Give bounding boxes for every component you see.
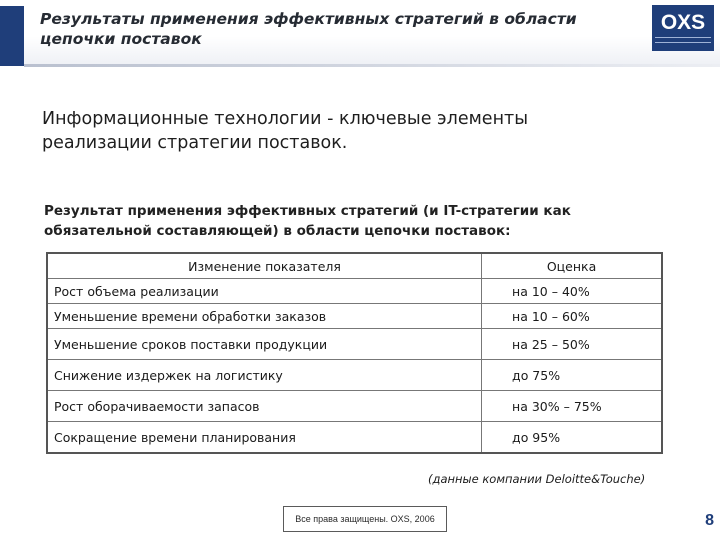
- header-accent-bar: [0, 6, 24, 66]
- indicator-cell: Уменьшение времени обработки заказов: [47, 304, 482, 329]
- table-row: [47, 422, 662, 454]
- indicator-cell: Рост оборачиваемости запасов: [47, 391, 482, 422]
- table-row: [47, 360, 662, 391]
- estimate-cell: на 10 – 60%: [482, 304, 662, 329]
- table-row: [47, 304, 662, 329]
- intro-text: Результат применения эффективных стратегий (и IT-стратегии как обязательной составляющей) в области цепочки поставок:: [44, 203, 571, 239]
- footer-copyright-box: [283, 506, 447, 532]
- results-table: [46, 252, 663, 454]
- logo-underline: [655, 37, 711, 43]
- estimate-cell: на 30% – 75%: [482, 391, 662, 422]
- estimate-cell: до 95%: [482, 422, 662, 454]
- table-row: [47, 329, 662, 360]
- source-note: (данные компании Deloitte&Touche): [428, 472, 646, 486]
- footer-copyright: Все права защищены. OXS, 2006: [295, 514, 435, 524]
- estimate-cell: до 75%: [482, 360, 662, 391]
- table-row: [47, 391, 662, 422]
- column-header-indicator: Изменение показателя: [47, 253, 482, 279]
- page-number: 8: [705, 512, 714, 529]
- logo-text: OXS: [660, 11, 706, 34]
- indicator-cell: Уменьшение сроков поставки продукции: [47, 329, 482, 360]
- indicator-cell: Снижение издержек на логистику: [47, 360, 482, 391]
- indicator-cell: Сокращение времени планирования: [47, 422, 482, 454]
- indicator-cell: Рост объема реализации: [47, 279, 482, 304]
- column-header-estimate: Оценка: [482, 253, 662, 279]
- table-row: [47, 279, 662, 304]
- estimate-cell: на 10 – 40%: [482, 279, 662, 304]
- subtitle: Информационные технологии - ключевые элементы реализации стратегии поставок.: [42, 109, 529, 153]
- table-header-row: [47, 253, 662, 279]
- oxs-logo: [652, 5, 714, 51]
- estimate-cell: на 25 – 50%: [482, 329, 662, 360]
- slide-title: Результаты применения эффективных стратегий в области цепочки поставок: [40, 10, 577, 48]
- header-divider: [24, 64, 720, 67]
